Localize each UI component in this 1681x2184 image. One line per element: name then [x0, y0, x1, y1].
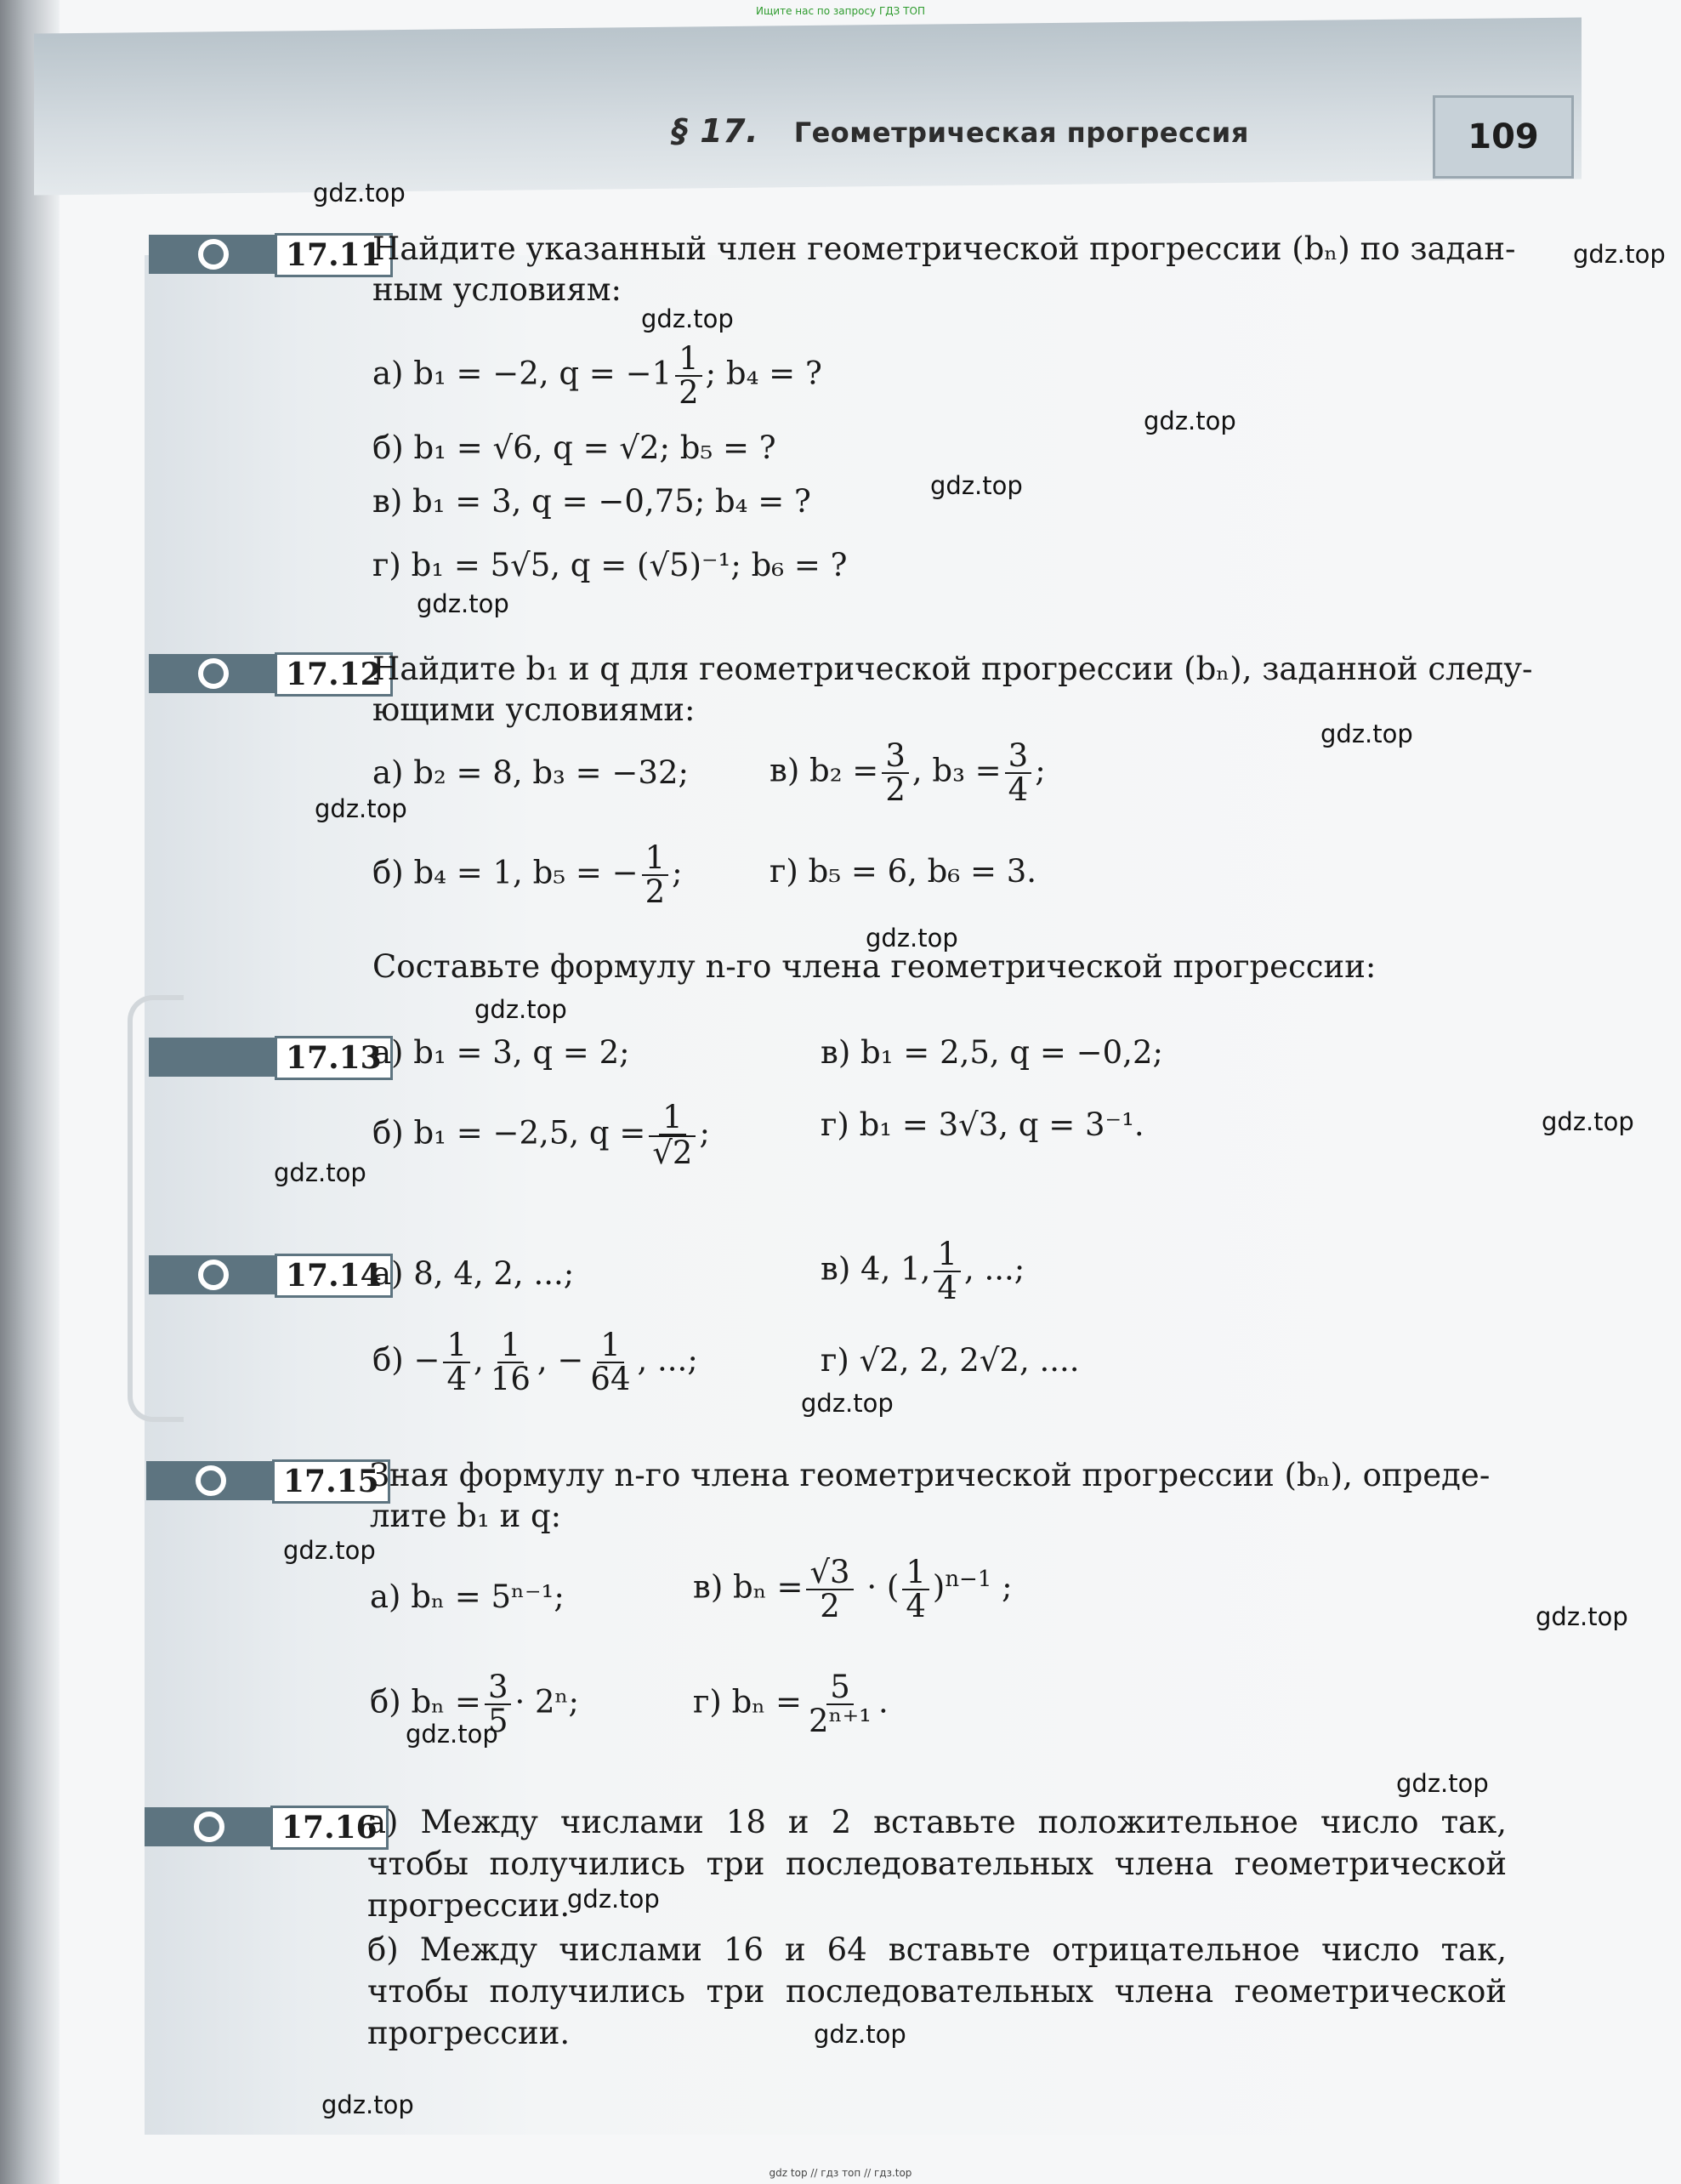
watermark: gdz.top [1320, 719, 1413, 748]
item-v: в) b₁ = 2,5, q = −0,2; [821, 1034, 1163, 1071]
item-a: а) b₁ = 3, q = 2; [372, 1034, 630, 1071]
item-b: б) − $\frac{1}{4}$ , $\frac{1}{16}$ , − $\frac{1}{64}$ , ...; [372, 1327, 698, 1397]
watermark: gdz.top [801, 1389, 894, 1418]
watermark: gdz.top [567, 1885, 660, 1914]
item-v: в) 4, 1, $\frac{1}{4}$ , ...; [821, 1236, 1025, 1306]
difficulty-circle-icon [198, 1260, 229, 1290]
watermark: gdz.top [315, 794, 407, 823]
problem-label-17-11 [149, 235, 382, 274]
item-g: г) b₁ = 5√5, q = (√5)⁻¹; b₆ = ? [372, 547, 848, 583]
problem-label-17-13 [149, 1038, 382, 1077]
top-note: Ищите нас по запросу ГДЗ ТОП [756, 5, 925, 17]
item-b: б) bₙ = $\frac{3}{5}$ · 2ⁿ; [370, 1669, 580, 1739]
problem-number: 17.15 [272, 1459, 390, 1504]
section-intro: Составьте формулу n-го члена геометрической прогрессии: [372, 948, 1377, 985]
difficulty-circle-icon [196, 1465, 226, 1496]
watermark: gdz.top [930, 471, 1023, 500]
problem-label-17-15 [146, 1461, 379, 1500]
problem-text-line: лите b₁ и q: [370, 1498, 562, 1534]
problem-number: 17.12 [275, 652, 393, 697]
difficulty-circle-icon [198, 239, 229, 270]
difficulty-circle-icon [194, 1811, 224, 1842]
problem-text-line: Найдите указанный член геометрической прогрессии (bₙ) по задан- [372, 230, 1516, 267]
watermark: gdz.top [1542, 1107, 1634, 1136]
watermark: gdz.top [274, 1158, 366, 1187]
item-a: а) bₙ = 5ⁿ⁻¹; [370, 1578, 565, 1615]
item-g: г) b₁ = 3√3, q = 3⁻¹. [821, 1106, 1144, 1143]
item-v: в) b₂ = $\frac{3}{2}$ , b₃ = $\frac{3}{4}$ ; [770, 737, 1046, 808]
watermark: gdz.top [283, 1536, 376, 1565]
section-number: § 17. [672, 112, 759, 150]
problem-number: 17.14 [275, 1254, 393, 1298]
item-a: а) b₂ = 8, b₃ = −32; [372, 754, 689, 791]
section-header [672, 112, 1249, 150]
bottom-note: gdz top // гдз топ // гдз.top [769, 2167, 912, 2179]
problem-label-17-16 [145, 1807, 378, 1846]
watermark: gdz.top [814, 2020, 906, 2049]
section-title: Геометрическая прогрессия [793, 117, 1249, 149]
problem-text-line: Найдите b₁ и q для геометрической прогрессии (bₙ), заданной следу- [372, 651, 1533, 687]
item-v: в) b₁ = 3, q = −0,75; b₄ = ? [372, 483, 811, 520]
watermark: gdz.top [474, 995, 567, 1024]
watermark: gdz.top [1396, 1769, 1489, 1798]
problem-text-line: ющими условиями: [372, 691, 696, 728]
item-a: а) Между числами 18 и 2 вставьте положительное число так, чтобы получились три последовательных члена геометрической прогрессии. [367, 1804, 1507, 1924]
item-v: в) bₙ = $\frac{√3}{2}$ · ( $\frac{1}{4}$ )$^{n-1}$ ; [693, 1554, 1013, 1624]
watermark: gdz.top [1573, 240, 1666, 269]
item-b: б) Между числами 16 и 64 вставьте отрицательное число так, чтобы получились три последовательных члена геометрической прогрессии. [367, 1931, 1507, 2051]
item-g: г) b₅ = 6, b₆ = 3. [770, 853, 1037, 890]
watermark: gdz.top [641, 304, 734, 333]
item-b: б) b₁ = −2,5, q = $\frac{1}{√2}$ ; [372, 1099, 710, 1171]
page-number: 109 [1433, 95, 1574, 179]
problem-label-17-12 [149, 654, 382, 693]
problem-number: 17.13 [275, 1036, 393, 1080]
item-a: а) 8, 4, 2, ...; [372, 1255, 575, 1292]
watermark: gdz.top [313, 179, 406, 208]
item-g: г) bₙ = $\frac{5}{\text{2ⁿ⁺¹}}$ . [693, 1669, 889, 1739]
item-b: б) b₄ = 1, b₅ = − $\frac{1}{2}$ ; [372, 839, 683, 910]
item-g: г) √2, 2, 2√2, .... [821, 1342, 1080, 1379]
watermark: gdz.top [866, 924, 958, 953]
watermark: gdz.top [417, 589, 509, 618]
item-b: б) b₁ = √6, q = √2; b₅ = ? [372, 429, 776, 466]
item-a: а) b₁ = −2, q = −1 $\frac{1}{2}$ ; b₄ = ? [372, 340, 822, 411]
difficulty-circle-icon [198, 658, 229, 689]
page-binding-shadow [0, 0, 60, 2184]
problem-text-line: ным условиям: [372, 271, 622, 308]
watermark: gdz.top [321, 2090, 414, 2119]
watermark: gdz.top [1144, 407, 1236, 435]
problem-number: 17.16 [270, 1806, 389, 1850]
problem-label-17-14 [149, 1255, 382, 1294]
watermark: gdz.top [1536, 1602, 1628, 1631]
problem-number: 17.11 [275, 233, 393, 277]
header-band [34, 17, 1582, 195]
problem-text-line: Зная формулу n-го члена геометрической прогрессии (bₙ), опреде- [370, 1457, 1491, 1493]
watermark: gdz.top [406, 1720, 498, 1749]
